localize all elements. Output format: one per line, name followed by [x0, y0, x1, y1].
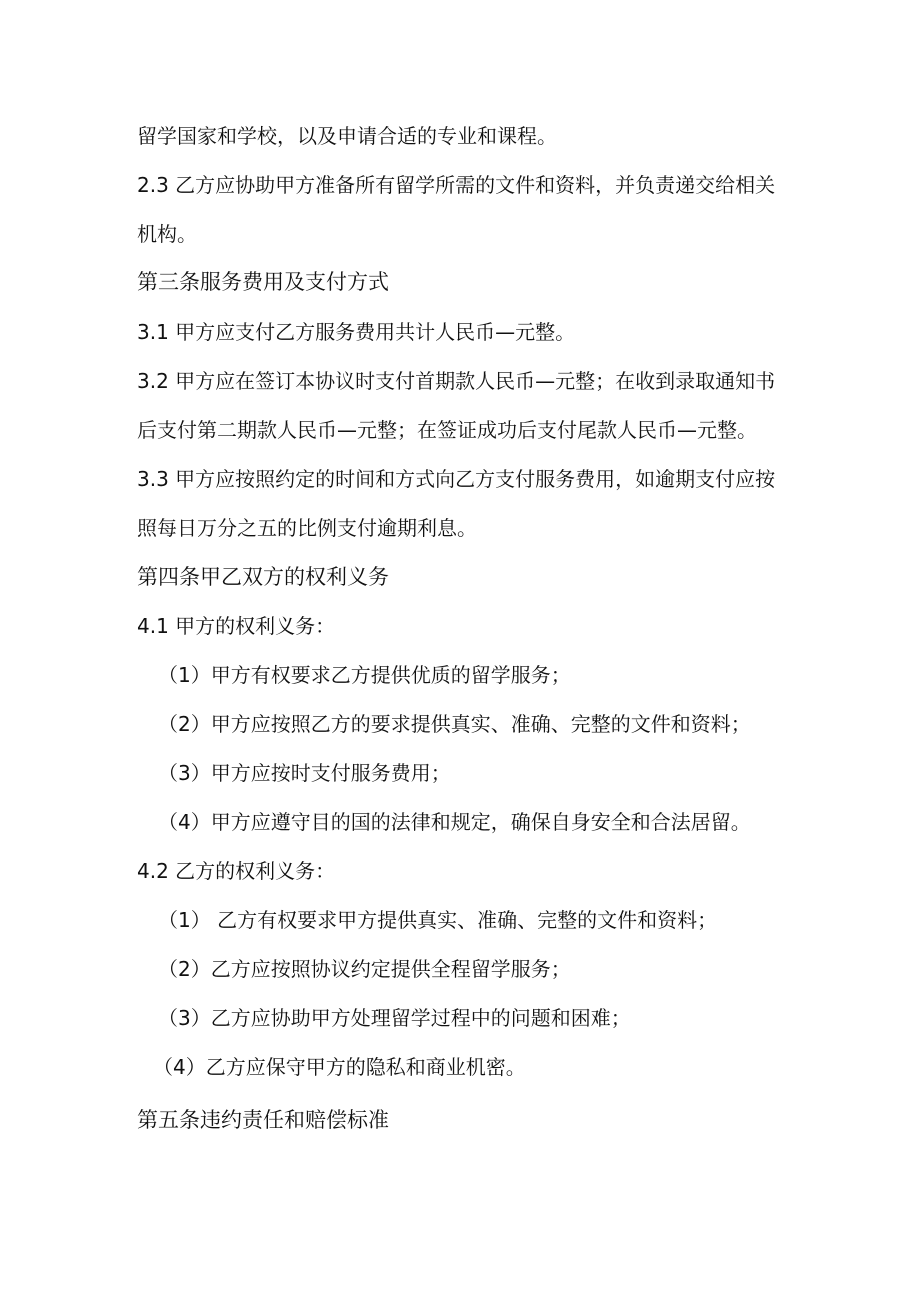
article-3-heading: 第三条服务费用及支付方式 [137, 270, 389, 294]
article-5-heading: 第五条违约责任和赔偿标准 [137, 1108, 389, 1132]
clause-2-3: 2.3 乙方应协助甲方准备所有留学所需的文件和资料，并负责递交给相关 [137, 173, 776, 197]
paragraph-line: 机构。 [137, 222, 197, 246]
article-4-heading: 第四条甲乙双方的权利义务 [137, 565, 389, 589]
paragraph-line: 后支付第二期款人民币—元整；在签证成功后支付尾款人民币—元整。 [137, 418, 757, 442]
paragraph-line: 照每日万分之五的比例支付逾期利息。 [137, 516, 477, 540]
clause-3-2: 3.2 甲方应在签订本协议时支付首期款人民币—元整；在收到录取通知书 [137, 369, 776, 393]
clause-3-3: 3.3 甲方应按照约定的时间和方式向乙方支付服务费用，如逾期支付应按 [137, 467, 776, 491]
list-item: （3）乙方应协助甲方处理留学过程中的问题和困难； [158, 1006, 631, 1030]
clause-3-1: 3.1 甲方应支付乙方服务费用共计人民币—元整。 [137, 320, 576, 344]
paragraph-line: 留学国家和学校，以及申请合适的专业和课程。 [137, 124, 557, 148]
list-item: （1） 乙方有权要求甲方提供真实、准确、完整的文件和资料； [158, 908, 718, 932]
list-item: （4）甲方应遵守目的国的法律和规定，确保自身安全和合法居留。 [158, 810, 751, 834]
list-item: （2）乙方应按照协议约定提供全程留学服务； [158, 957, 571, 981]
clause-4-1: 4.1 甲方的权利义务： [137, 614, 336, 638]
list-item: （1）甲方有权要求乙方提供优质的留学服务； [158, 663, 571, 687]
list-item: （3）甲方应按时支付服务费用； [158, 761, 451, 785]
list-item: （2）甲方应按照乙方的要求提供真实、准确、完整的文件和资料； [158, 712, 751, 736]
clause-4-2: 4.2 乙方的权利义务： [137, 859, 336, 883]
list-item: （4）乙方应保守甲方的隐私和商业机密。 [153, 1055, 526, 1079]
